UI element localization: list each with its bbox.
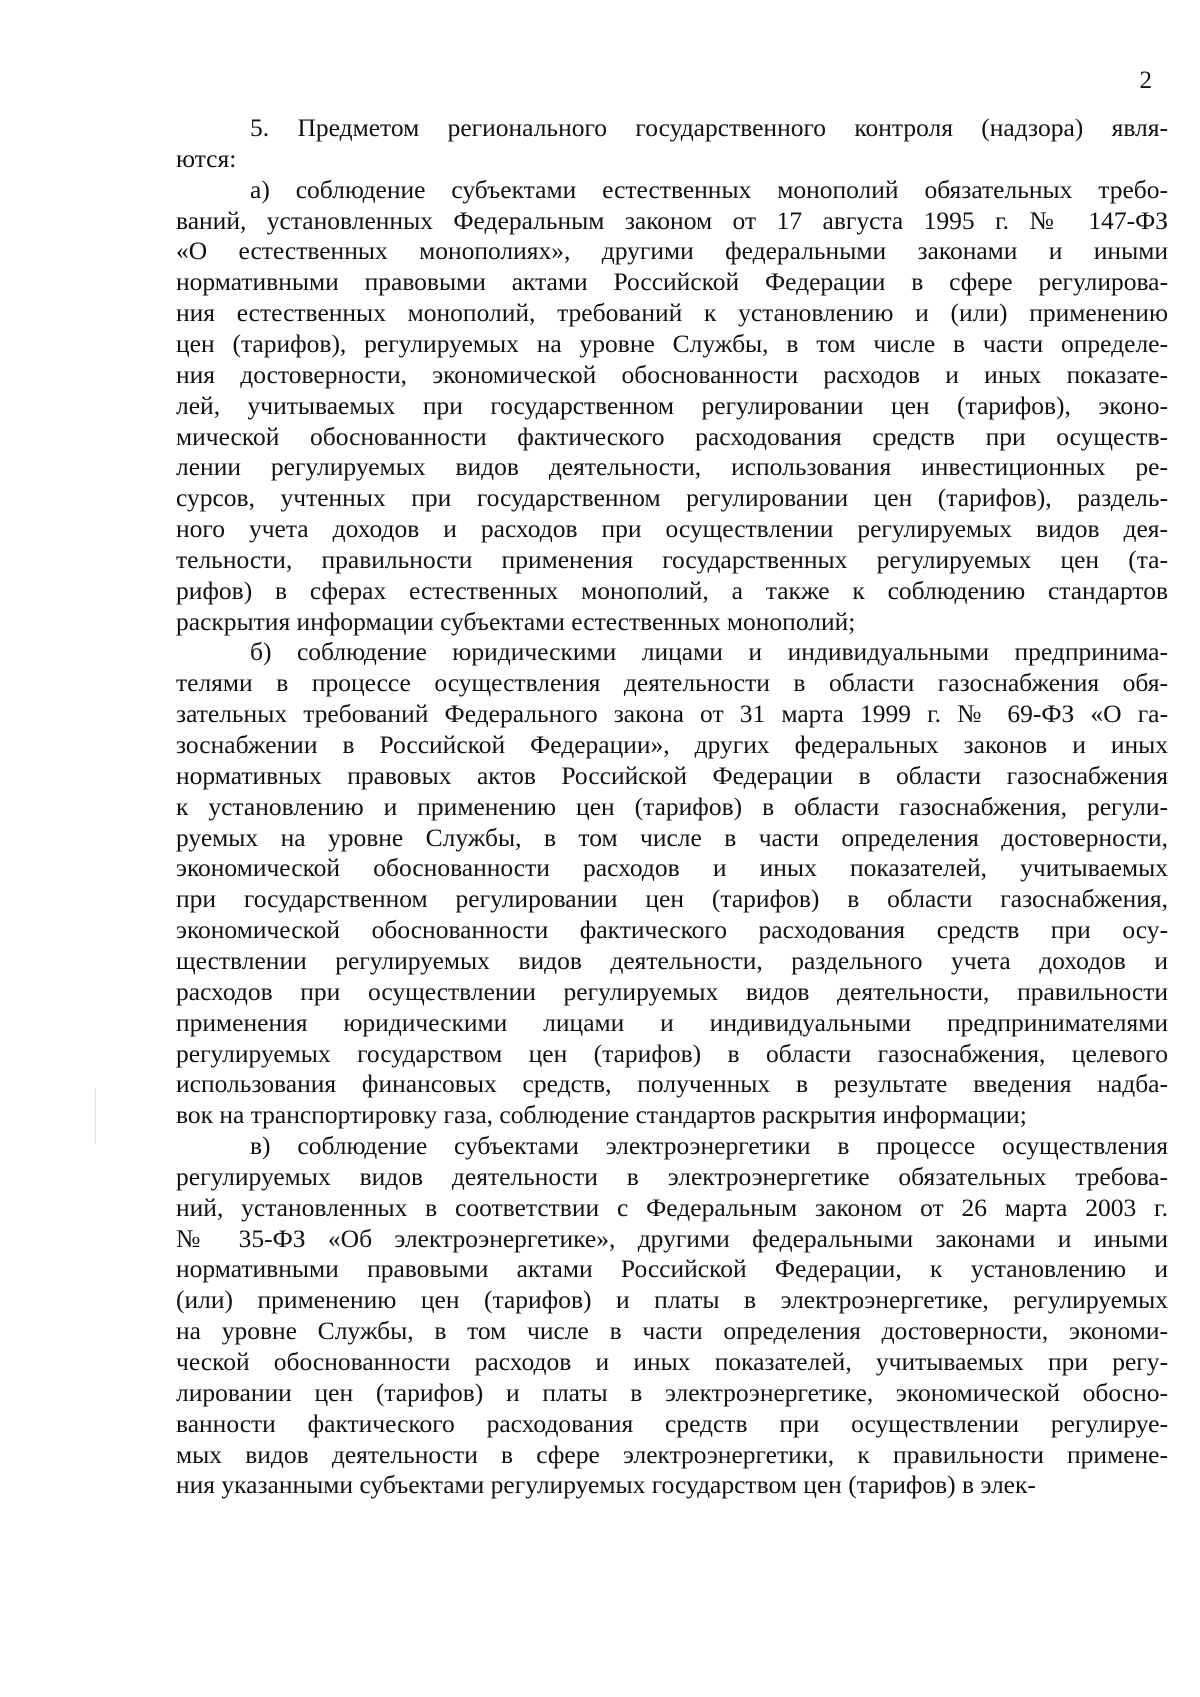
- text-line: зательных требований Федерального закона от 31 марта 1999 г. № 69-ФЗ «О га-: [176, 699, 1168, 728]
- text-line: а) соблюдение субъектами естественных монополий обязательных требо-: [250, 175, 1168, 204]
- page-number: 2: [1139, 67, 1152, 94]
- text-line: регулируемых государством цен (тарифов) в области газоснабжения, целевого: [176, 1039, 1168, 1068]
- text-line: к установлению и применению цен (тарифов) в области газоснабжения, регули-: [176, 792, 1168, 821]
- text-line: применения юридическими лицами и индивидуальными предпринимателями: [176, 1008, 1168, 1037]
- text-line: лировании цен (тарифов) и платы в электроэнергетике, экономической обосно-: [176, 1378, 1168, 1407]
- text-line: раскрытия информации субъектами естественных монополий;: [176, 607, 856, 636]
- text-line: лении регулируемых видов деятельности, использования инвестиционных ре-: [176, 452, 1168, 481]
- text-line: рифов) в сферах естественных монополий, а также к соблюдению стандартов: [176, 576, 1168, 605]
- text-line: ческой обоснованности расходов и иных показателей, учитываемых при регу-: [176, 1347, 1168, 1376]
- text-line: нормативных правовых актов Российской Федерации в области газоснабжения: [176, 761, 1168, 790]
- text-line: б) соблюдение юридическими лицами и индивидуальными предпринима-: [250, 637, 1168, 666]
- text-line: регулируемых видов деятельности в электроэнергетике обязательных требова-: [176, 1162, 1168, 1191]
- text-line: экономической обоснованности расходов и иных показателей, учитываемых: [176, 853, 1168, 882]
- text-line: экономической обоснованности фактического расходования средств при осу-: [176, 915, 1168, 944]
- text-line: вок на транспортировку газа, соблюдение стандартов раскрытия информации;: [176, 1100, 1027, 1129]
- text-line: нормативными правовыми актами Российской Федерации в сфере регулирова-: [176, 267, 1168, 296]
- text-line: сурсов, учтенных при государственном регулировании цен (тарифов), раздель-: [176, 483, 1168, 512]
- text-line: использования финансовых средств, полученных в результате введения надба-: [176, 1069, 1168, 1098]
- text-line: ются:: [176, 144, 237, 173]
- text-line: № 35-ФЗ «Об электроэнергетике», другими федеральными законами и иными: [176, 1224, 1168, 1253]
- text-line: ния естественных монополий, требований к установлению и (или) применению: [176, 298, 1168, 327]
- text-line: ний, установленных в соответствии с Федеральным законом от 26 марта 2003 г.: [176, 1193, 1168, 1222]
- text-line: телями в процессе осуществления деятельности в области газоснабжения обя-: [176, 668, 1168, 697]
- text-line: ществлении регулируемых видов деятельности, раздельного учета доходов и: [176, 946, 1168, 975]
- text-line: мых видов деятельности в сфере электроэнергетики, к правильности примене-: [176, 1440, 1168, 1469]
- text-line: руемых на уровне Службы, в том числе в части определения достоверности,: [176, 823, 1168, 852]
- text-line: ваний, установленных Федеральным законом от 17 августа 1995 г. № 147-ФЗ: [176, 206, 1168, 235]
- text-line: расходов при осуществлении регулируемых видов деятельности, правильности: [176, 977, 1168, 1006]
- text-line: ванности фактического расходования средств при осуществлении регулируе-: [176, 1409, 1168, 1438]
- text-line: «О естественных монополиях», другими федеральными законами и иными: [176, 236, 1168, 265]
- text-line: ного учета доходов и расходов при осуществлении регулируемых видов дея-: [176, 514, 1168, 543]
- text-line: 5. Предметом регионального государственного контроля (надзора) явля-: [250, 113, 1168, 142]
- text-line: зоснабжении в Российской Федерации», других федеральных законов и иных: [176, 730, 1168, 759]
- text-line: при государственном регулировании цен (тарифов) в области газоснабжения,: [176, 884, 1168, 913]
- text-line: цен (тарифов), регулируемых на уровне Службы, в том числе в части определе-: [176, 329, 1168, 358]
- text-line: ния указанными субъектами регулируемых государством цен (тарифов) в элек-: [176, 1470, 1036, 1499]
- text-line: (или) применению цен (тарифов) и платы в электроэнергетике, регулируемых: [176, 1285, 1168, 1314]
- scan-margin-mark: [95, 1088, 96, 1144]
- text-line: в) соблюдение субъектами электроэнергетики в процессе осуществления: [250, 1131, 1168, 1160]
- text-line: мической обоснованности фактического расходования средств при осуществ-: [176, 422, 1168, 451]
- text-line: нормативными правовыми актами Российской Федерации, к установлению и: [176, 1254, 1168, 1283]
- text-line: лей, учитываемых при государственном регулировании цен (тарифов), эконо-: [176, 391, 1168, 420]
- text-line: тельности, правильности применения государственных регулируемых цен (та-: [176, 545, 1168, 574]
- text-line: на уровне Службы, в том числе в части определения достоверности, экономи-: [176, 1316, 1168, 1345]
- text-line: ния достоверности, экономической обоснованности расходов и иных показате-: [176, 360, 1168, 389]
